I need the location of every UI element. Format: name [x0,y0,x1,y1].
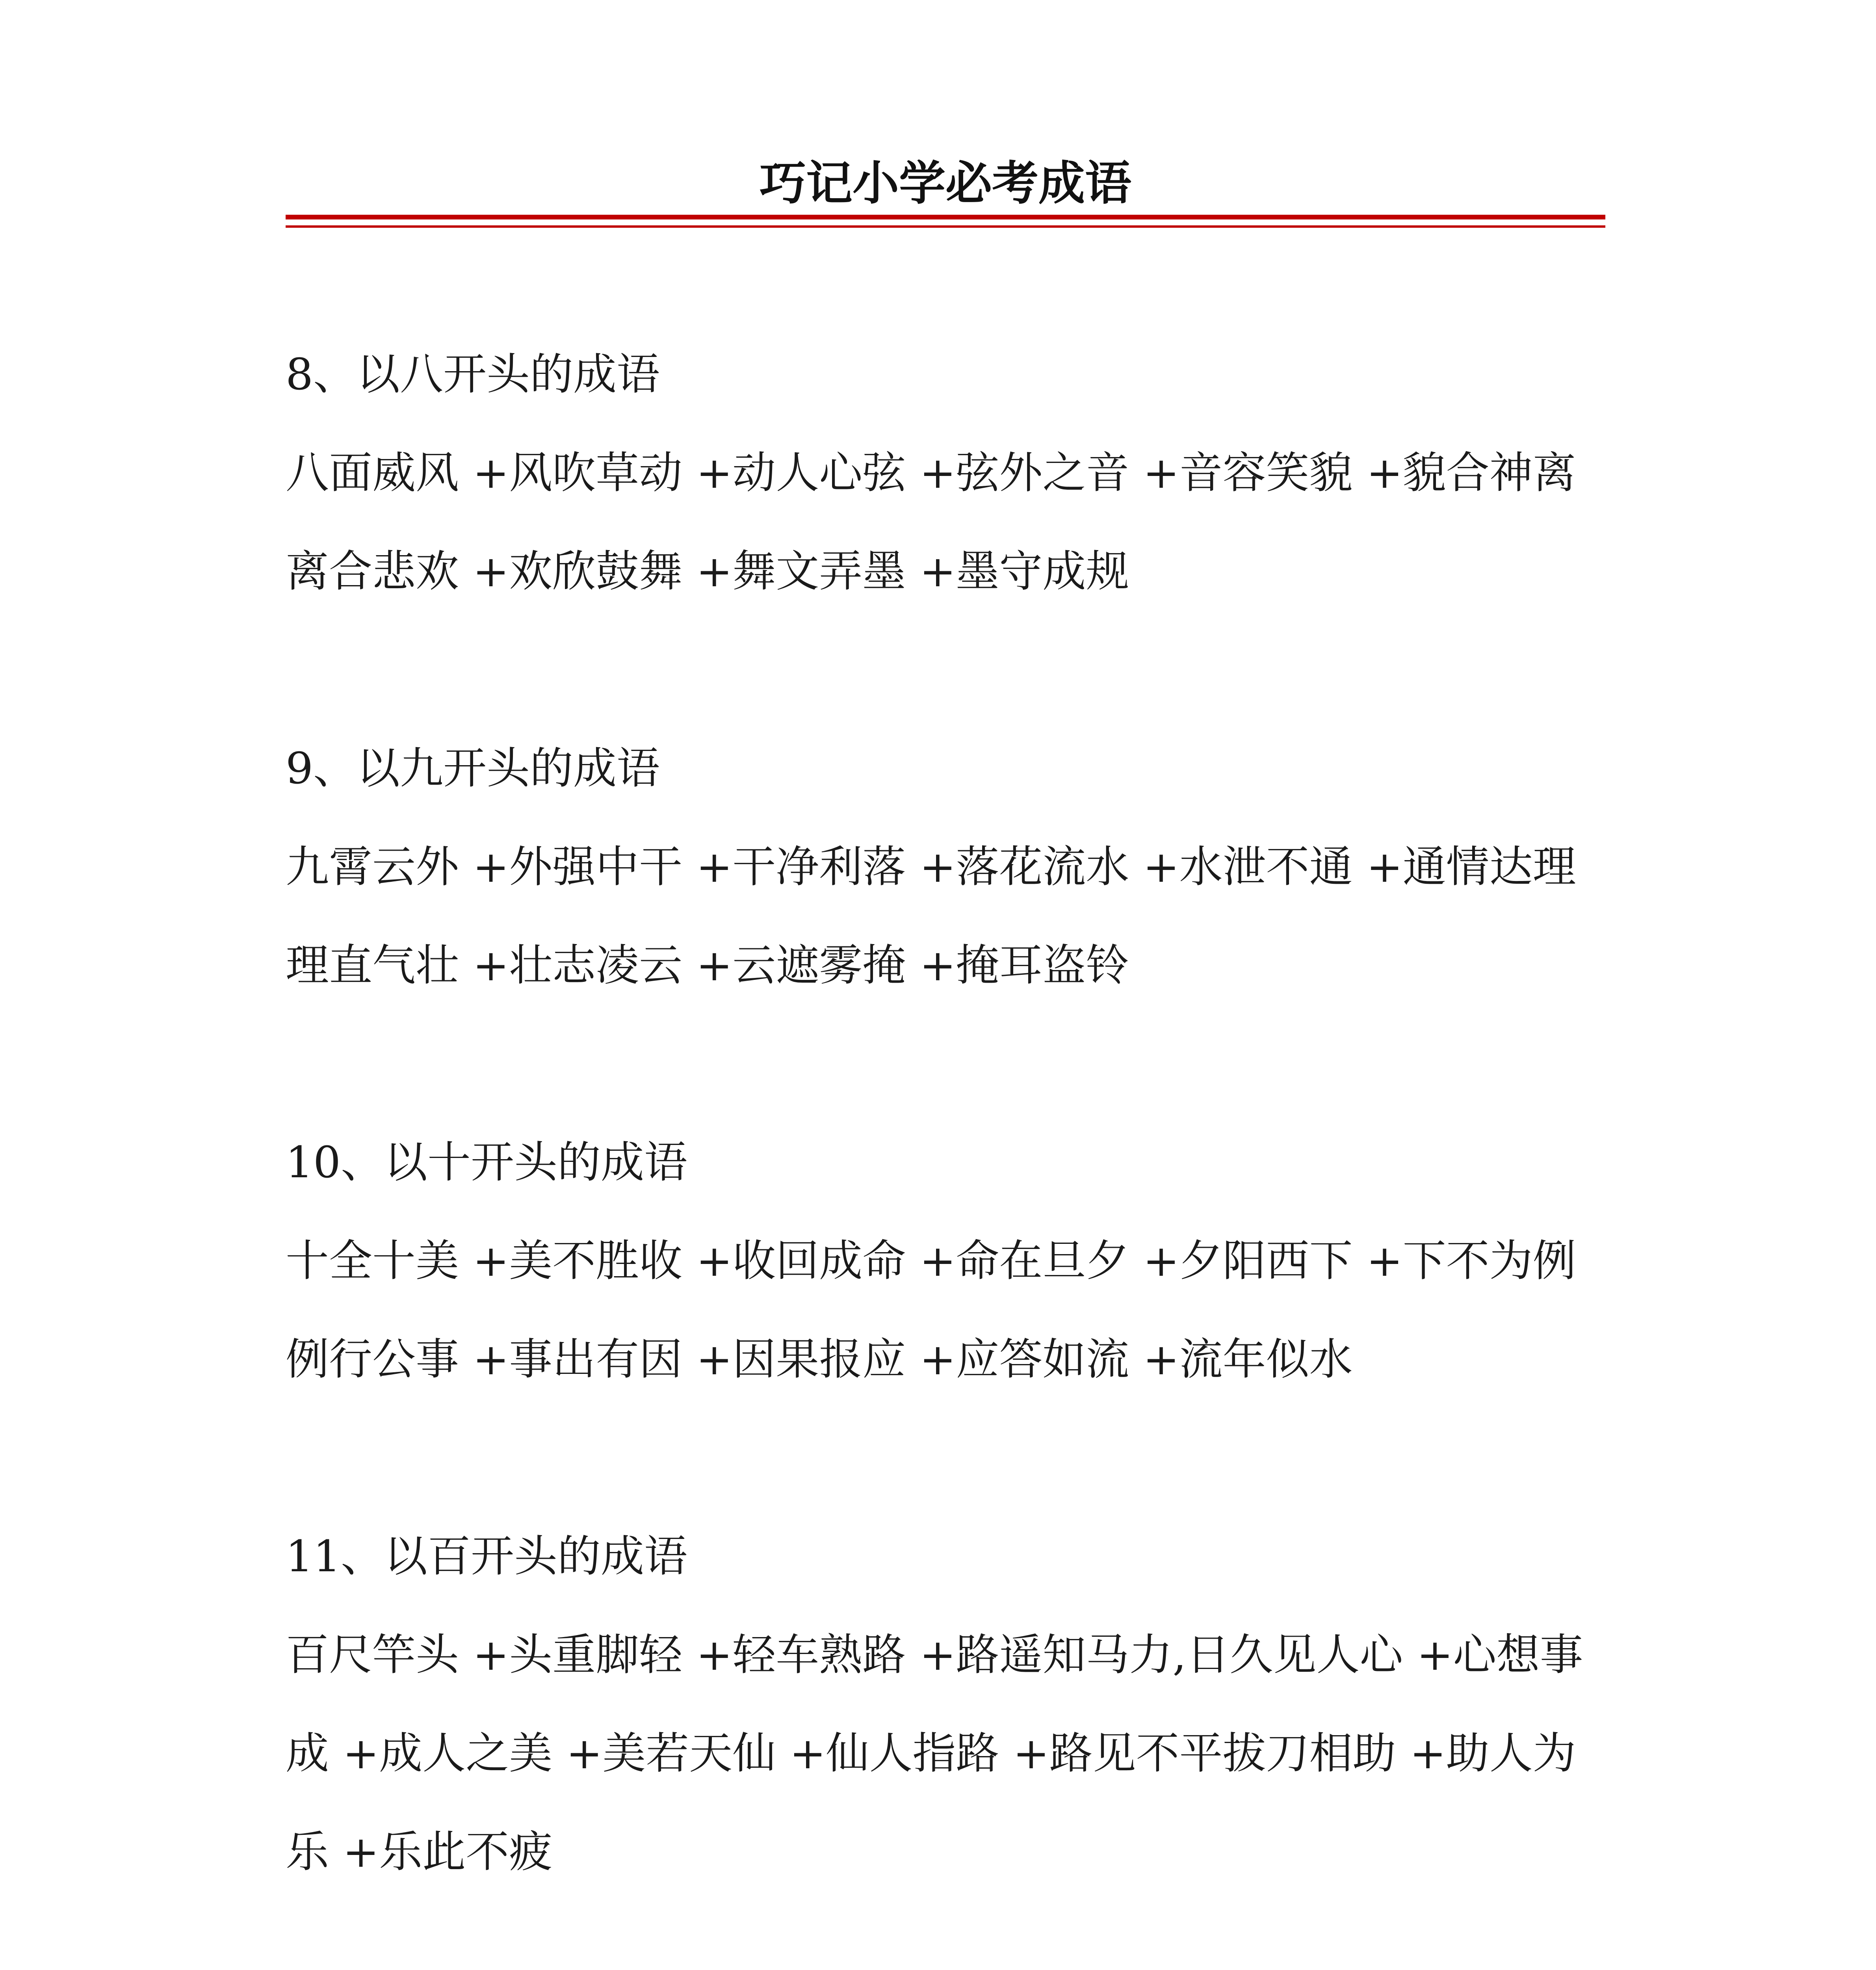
idiom-line: 十全十美 +美不胜收 +收回成命 +命在旦夕 +夕阳西下 +下不为例 [286,1236,1576,1286]
section-heading: 10、以十开头的成语 [286,1137,687,1188]
idiom-line: 百尺竿头 +头重脚轻 +轻车熟路 +路遥知马力,日久见人心 +心想事 [286,1630,1583,1680]
header-rule-thick [286,215,1605,219]
idiom-line: 九霄云外 +外强中干 +干净利落 +落花流水 +水泄不通 +通情达理 [286,842,1576,892]
idiom-line: 离合悲欢 +欢欣鼓舞 +舞文弄墨 +墨守成规 [286,546,1129,597]
header-rule-thin [286,225,1605,228]
section-heading: 9、以九开头的成语 [286,743,660,794]
section-heading: 11、以百开头的成语 [286,1531,687,1582]
idiom-line: 乐 +乐此不疲 [286,1827,553,1877]
document-title: 巧记小学必考成语 [759,156,1131,210]
idiom-line: 成 +成人之美 +美若天仙 +仙人指路 +路见不平拔刀相助 +助人为 [286,1728,1576,1779]
section-heading: 8、以八开头的成语 [286,349,660,400]
idiom-line: 理直气壮 +壮志凌云 +云遮雾掩 +掩耳盗铃 [286,940,1129,991]
idiom-line: 例行公事 +事出有因 +因果报应 +应答如流 +流年似水 [286,1334,1353,1385]
idiom-line: 八面威风 +风吹草动 +动人心弦 +弦外之音 +音容笑貌 +貌合神离 [286,448,1576,498]
